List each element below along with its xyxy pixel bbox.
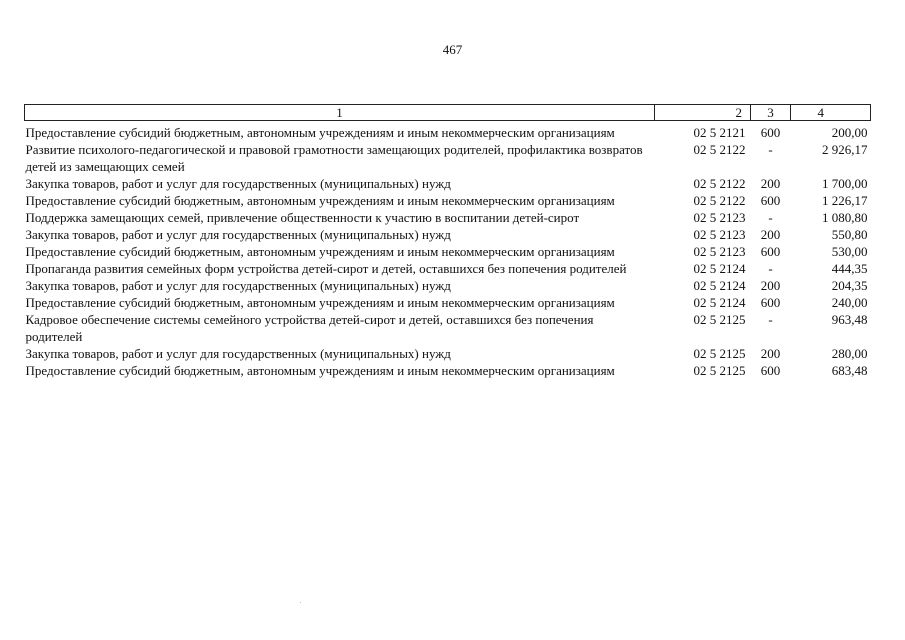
row-type: 600 xyxy=(760,363,781,378)
row-code: 02 5 2125 xyxy=(693,346,746,361)
row-code: 02 5 2124 xyxy=(693,295,746,310)
table-row xyxy=(25,260,871,277)
row-name: Предоставление субсидий бюджетным, автономным учреждениям и иным некоммерческим организациям xyxy=(25,125,615,140)
row-name: Закупка товаров, работ и услуг для государственных (муниципальных) нужд xyxy=(25,346,451,361)
row-name: Предоставление субсидий бюджетным, автономным учреждениям и иным некоммерческим организациям xyxy=(25,193,615,208)
row-amount: 1 700,00 xyxy=(822,176,868,191)
row-code: 02 5 2123 xyxy=(693,210,746,225)
row-type: 200 xyxy=(760,278,781,293)
scan-speck xyxy=(300,602,301,603)
table-row xyxy=(25,345,871,362)
table-row xyxy=(25,209,871,226)
page-number: 467 xyxy=(442,42,463,57)
table-row xyxy=(25,362,871,379)
column-header-1: 1 xyxy=(25,105,655,121)
table-row xyxy=(25,226,871,243)
budget-table xyxy=(24,104,871,379)
row-amount: 683,48 xyxy=(831,363,868,378)
row-code: 02 5 2124 xyxy=(693,278,746,293)
row-amount: 1 226,17 xyxy=(822,193,868,208)
row-code: 02 5 2121 xyxy=(693,125,746,140)
row-name: Закупка товаров, работ и услуг для государственных (муниципальных) нужд xyxy=(25,227,451,242)
row-code: 02 5 2122 xyxy=(693,142,746,157)
table-row xyxy=(25,192,871,209)
row-code: 02 5 2122 xyxy=(693,176,746,191)
row-amount: 204,35 xyxy=(831,278,868,293)
table-row xyxy=(25,141,871,175)
row-amount: 2 926,17 xyxy=(822,142,868,157)
row-type: - xyxy=(768,312,773,327)
header-row xyxy=(25,105,871,121)
row-type: 200 xyxy=(760,176,781,191)
row-amount: 550,80 xyxy=(831,227,868,242)
table-row xyxy=(25,277,871,294)
row-name: Кадровое обеспечение системы семейного устройства детей-сирот и детей, оставшихся без попечения родителей xyxy=(25,312,594,344)
row-amount: 963,48 xyxy=(831,312,868,327)
row-code: 02 5 2123 xyxy=(693,227,746,242)
column-header-4: 4 xyxy=(791,105,871,121)
row-name: Поддержка замещающих семей, привлечение общественности к участию в воспитании детей-сирот xyxy=(25,210,580,225)
row-name: Предоставление субсидий бюджетным, автономным учреждениям и иным некоммерческим организациям xyxy=(25,244,615,259)
row-type: - xyxy=(768,210,773,225)
column-header-3: 3 xyxy=(751,105,791,121)
row-type: 600 xyxy=(760,125,781,140)
row-type: - xyxy=(768,261,773,276)
table-row xyxy=(25,175,871,192)
row-code: 02 5 2123 xyxy=(693,244,746,259)
row-name: Предоставление субсидий бюджетным, автономным учреждениям и иным некоммерческим организациям xyxy=(25,295,615,310)
table-row xyxy=(25,121,871,142)
row-code: 02 5 2122 xyxy=(693,193,746,208)
row-name: Закупка товаров, работ и услуг для государственных (муниципальных) нужд xyxy=(25,176,451,191)
row-amount: 280,00 xyxy=(831,346,868,361)
row-amount: 530,00 xyxy=(831,244,868,259)
row-type: 200 xyxy=(760,346,781,361)
row-name: Закупка товаров, работ и услуг для государственных (муниципальных) нужд xyxy=(25,278,451,293)
row-amount: 1 080,80 xyxy=(822,210,868,225)
table-row xyxy=(25,311,871,345)
row-type: 600 xyxy=(760,193,781,208)
row-amount: 240,00 xyxy=(831,295,868,310)
column-header-2: 2 xyxy=(655,105,751,121)
row-amount: 200,00 xyxy=(831,125,868,140)
row-code: 02 5 2125 xyxy=(693,363,746,378)
row-code: 02 5 2124 xyxy=(693,261,746,276)
row-name: Пропаганда развития семейных форм устройства детей-сирот и детей, оставшихся без попечения родителей xyxy=(25,261,627,276)
row-type: 600 xyxy=(760,244,781,259)
row-type: 600 xyxy=(760,295,781,310)
table-body xyxy=(25,121,871,380)
row-name: Предоставление субсидий бюджетным, автономным учреждениям и иным некоммерческим организациям xyxy=(25,363,615,378)
row-amount: 444,35 xyxy=(831,261,868,276)
table-row xyxy=(25,243,871,260)
table-row xyxy=(25,294,871,311)
row-name: Развитие психолого-педагогической и правовой грамотности замещающих родителей, профилактика возвратов детей из замещающих семей xyxy=(25,142,643,174)
row-code: 02 5 2125 xyxy=(693,312,746,327)
row-type: - xyxy=(768,142,773,157)
table-header xyxy=(25,105,871,121)
row-type: 200 xyxy=(760,227,781,242)
